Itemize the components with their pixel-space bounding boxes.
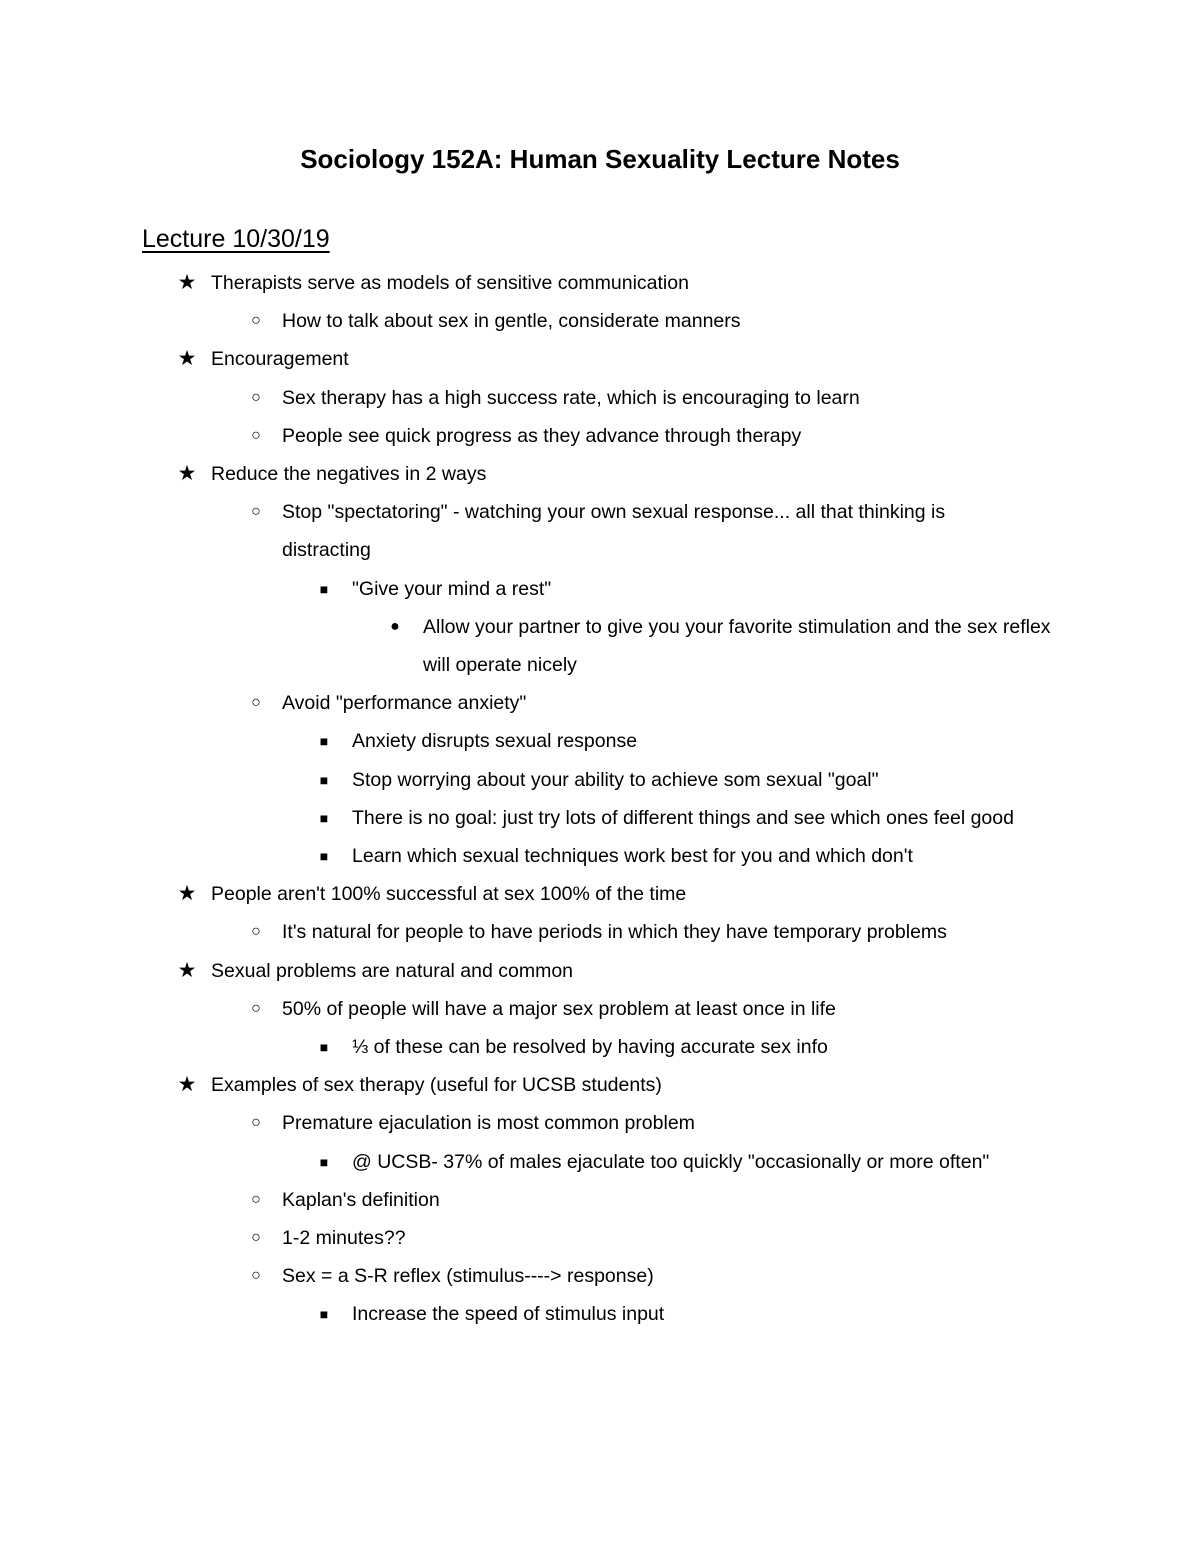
star-bullet-icon: ★ xyxy=(177,271,197,294)
list-item xyxy=(0,1143,1200,1181)
list-item-text: Sex therapy has a high success rate, which is encouraging to learn xyxy=(282,386,860,409)
hollow-circle-bullet-icon: ○ xyxy=(251,923,261,941)
section-heading: Lecture 10/30/19 xyxy=(142,225,330,253)
list-item xyxy=(0,837,1200,875)
star-bullet-icon: ★ xyxy=(177,347,197,371)
list-item-text: Stop "spectatoring" - watching your own sexual response... all that thinking is distracting xyxy=(282,501,946,562)
square-bullet-icon: ■ xyxy=(319,809,329,826)
list-item-text: People see quick progress as they advance through therapy xyxy=(282,424,802,447)
list-item xyxy=(0,264,1200,302)
list-item xyxy=(0,761,1200,799)
list-item xyxy=(0,1295,1200,1333)
list-item xyxy=(0,1257,1200,1295)
hollow-circle-bullet-icon: ○ xyxy=(251,503,261,521)
list-item-text: Kaplan's definition xyxy=(282,1188,440,1211)
list-item-text: Learn which sexual techniques work best for you and which don't xyxy=(352,845,913,868)
list-item xyxy=(0,302,1200,340)
list-item xyxy=(0,913,1200,951)
list-item-text: Therapists serve as models of sensitive communication xyxy=(211,272,689,294)
page-title: Sociology 152A: Human Sexuality Lecture Notes xyxy=(300,144,900,174)
list-item-text: Reduce the negatives in 2 ways xyxy=(211,463,487,486)
star-bullet-icon: ★ xyxy=(177,1073,197,1097)
list-item xyxy=(0,455,1200,493)
list-item-text: It's natural for people to have periods in which they have temporary problems xyxy=(282,921,947,944)
list-item-text: "Give your mind a rest" xyxy=(352,577,552,600)
square-bullet-icon: ■ xyxy=(319,1039,329,1056)
list-item xyxy=(0,608,1200,684)
square-bullet-icon: ■ xyxy=(319,1306,329,1323)
list-item-text: ⅓ of these can be resolved by having accurate sex info xyxy=(352,1036,828,1059)
list-item-text: Allow your partner to give you your favorite stimulation and the sex reflex will operate nicely xyxy=(423,615,1051,677)
list-item xyxy=(0,1104,1200,1142)
star-bullet-icon: ★ xyxy=(177,462,197,486)
list-item xyxy=(0,1028,1200,1066)
list-item-text: People aren't 100% successful at sex 100% of the time xyxy=(211,883,687,906)
list-item-text: There is no goal: just try lots of different things and see which ones feel good xyxy=(352,806,1014,829)
list-item xyxy=(0,570,1200,608)
hollow-circle-bullet-icon: ○ xyxy=(251,1267,261,1285)
list-item-text: @ UCSB- 37% of males ejaculate too quickly "occasionally or more often" xyxy=(352,1150,990,1173)
square-bullet-icon: ■ xyxy=(319,848,329,865)
lecture-notes-list xyxy=(0,264,1200,1334)
star-bullet-icon: ★ xyxy=(177,882,197,906)
list-item-text: Anxiety disrupts sexual response xyxy=(352,730,638,753)
list-item xyxy=(0,340,1200,378)
list-item-text: 50% of people will have a major sex problem at least once in life xyxy=(282,997,836,1020)
list-item-text: Premature ejaculation is most common problem xyxy=(282,1112,695,1135)
list-item-text: 1-2 minutes?? xyxy=(282,1227,406,1250)
star-bullet-icon: ★ xyxy=(177,958,197,982)
list-item xyxy=(0,1181,1200,1219)
list-item xyxy=(0,875,1200,913)
list-item xyxy=(0,684,1200,722)
list-item-text: Sexual problems are natural and common xyxy=(211,959,574,982)
list-item xyxy=(0,722,1200,760)
list-item-text: Increase the speed of stimulus input xyxy=(352,1303,665,1326)
list-item xyxy=(0,799,1200,837)
hollow-circle-bullet-icon: ○ xyxy=(251,1114,261,1132)
filled-circle-bullet-icon: ● xyxy=(390,617,400,635)
hollow-circle-bullet-icon: ○ xyxy=(251,426,261,444)
hollow-circle-bullet-icon: ○ xyxy=(251,312,261,330)
hollow-circle-bullet-icon: ○ xyxy=(251,1229,261,1247)
list-item xyxy=(0,1219,1200,1257)
list-item-text: Encouragement xyxy=(211,348,349,371)
list-item xyxy=(0,1066,1200,1104)
list-item-text: Stop worrying about your ability to achieve som sexual "goal" xyxy=(352,768,879,791)
list-item xyxy=(0,379,1200,417)
list-item xyxy=(0,417,1200,455)
square-bullet-icon: ■ xyxy=(319,580,329,597)
list-item-text: Sex = a S-R reflex (stimulus----> response) xyxy=(282,1265,654,1288)
hollow-circle-bullet-icon: ○ xyxy=(251,999,261,1017)
list-item-text: Avoid "performance anxiety" xyxy=(282,692,527,715)
square-bullet-icon: ■ xyxy=(319,1153,329,1170)
hollow-circle-bullet-icon: ○ xyxy=(251,694,261,712)
hollow-circle-bullet-icon: ○ xyxy=(251,388,261,406)
list-item xyxy=(0,952,1200,990)
square-bullet-icon: ■ xyxy=(319,733,329,750)
list-item xyxy=(0,990,1200,1028)
list-item-text: Examples of sex therapy (useful for UCSB students) xyxy=(211,1074,662,1097)
hollow-circle-bullet-icon: ○ xyxy=(251,1190,261,1208)
square-bullet-icon: ■ xyxy=(319,771,329,788)
list-item-text: How to talk about sex in gentle, considerate manners xyxy=(282,310,741,333)
list-item xyxy=(0,493,1200,569)
